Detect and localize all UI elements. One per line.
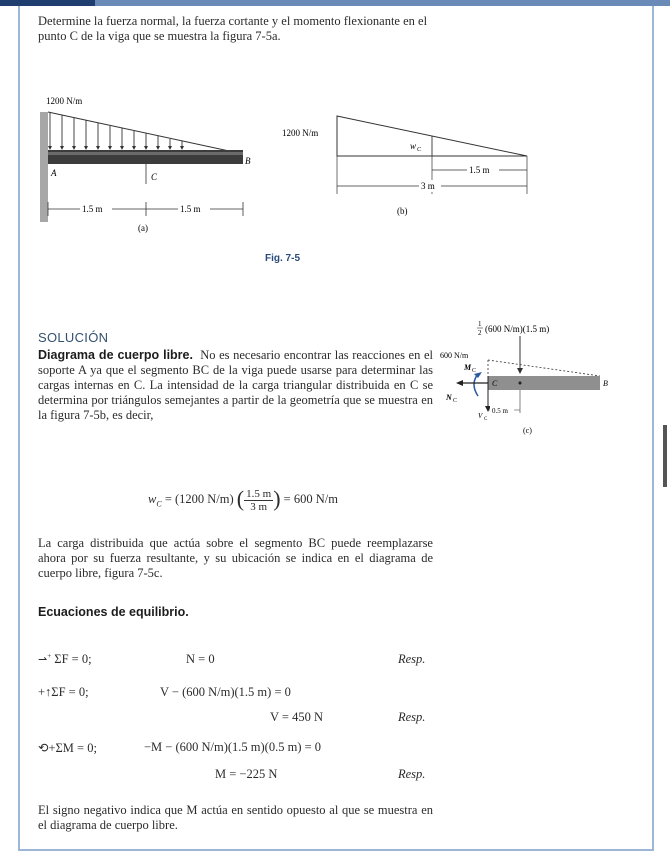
figure-a [38,92,253,242]
fbd-text: No es necesario encontrar las reacciones en el soporte A ya que el segmento BC de la viga puede usarse para determinar las cargas internas en C. La intensidad de la carga triangular distribuida en C se determina por triángulos semejantes a partir de la geometría que se muestra en la figura 7-5b, es decir, [38,348,433,422]
svg-text:B: B [603,379,608,388]
conclusion-paragraph: El signo negativo indica que M actúa en sentido opuesto al que se muestra en el diagrama de cuerpo libre. [38,803,433,832]
svg-text:1: 1 [478,320,482,328]
eq1-body: N = 0 [186,652,215,666]
svg-text:M: M [464,363,472,372]
solution-title: SOLUCIÓN [38,330,109,345]
svg-text:600 N/m: 600 N/m [440,351,469,360]
equilibrium-heading: Ecuaciones de equilibrio. [38,605,189,619]
eq3-result: M = −225 N [215,767,278,781]
fbd-paragraph [38,348,433,423]
svg-text:C: C [484,417,488,422]
fig-a-load-arrows [50,113,182,146]
svg-text:(a): (a) [138,223,148,233]
eq2-result: V = 450 N [270,710,324,724]
svg-text:(b): (b) [397,206,408,216]
svg-text:0.5 m: 0.5 m [492,407,508,415]
scrollbar-thumb[interactable] [663,425,667,487]
eq1-resp: Resp. [398,652,426,666]
eq3-body: −M − (600 N/m)(1.5 m)(0.5 m) = 0 [144,740,322,754]
figure-b [282,112,532,222]
svg-text:w: w [410,141,417,151]
eq2-resp: Resp. [398,710,426,724]
svg-text:C: C [417,147,422,153]
eq2-body: V − (600 N/m)(1.5 m) = 0 [160,685,291,699]
svg-text:1.5 m: 1.5 m [82,204,103,214]
svg-text:A: A [51,168,57,178]
svg-text:1.5 m: 1.5 m [469,165,490,175]
svg-text:(c): (c) [523,426,532,435]
eq2-label: +↑ΣF = 0; [38,685,89,699]
fig-a-wall [40,112,48,222]
svg-text:B: B [245,156,251,166]
svg-text:V: V [478,412,483,420]
svg-text:3 m: 3 m [421,181,435,191]
svg-text:1.5 m: 1.5 m [180,204,201,214]
svg-text:C: C [151,172,158,182]
eq3-resp: Resp. [398,767,426,781]
fig-a-load-label: 1200 N/m [46,96,83,106]
svg-text:N: N [446,393,452,402]
problem-statement: Determine la fuerza normal, la fuerza cortante y el momento flexionante en el punto C de la viga que se muestra la figura 7-5a. [38,14,428,43]
eq1-label: ⇀+ ΣF = 0; [38,652,92,667]
eq3-label: ⟲+ΣM = 0; [38,741,97,755]
svg-text:2: 2 [478,329,482,337]
svg-text:C: C [492,379,498,388]
figure-c [440,318,615,448]
svg-text:C: C [472,368,477,374]
paragraph-2: La carga distribuida que actúa sobre el segmento BC puede reemplazarse ahora por su fuerza resultante, y su ubicación se indica en el diagrama de cuerpo libre, figura 7-5c. [38,536,433,580]
wc-formula: $w_C = (1200$ N/m) ( $\frac{1.5 m}{3 m}$ ) = 600 N/m [148,486,338,513]
fbd-heading: Diagrama de cuerpo libre. [38,348,193,362]
figure-caption: Fig. 7-5 [265,253,301,264]
fig-c-beam [488,376,600,390]
svg-text:C: C [453,398,458,404]
svg-text:(600 N/m)(1.5 m): (600 N/m)(1.5 m) [485,324,550,334]
svg-text:1200 N/m: 1200 N/m [282,128,319,138]
